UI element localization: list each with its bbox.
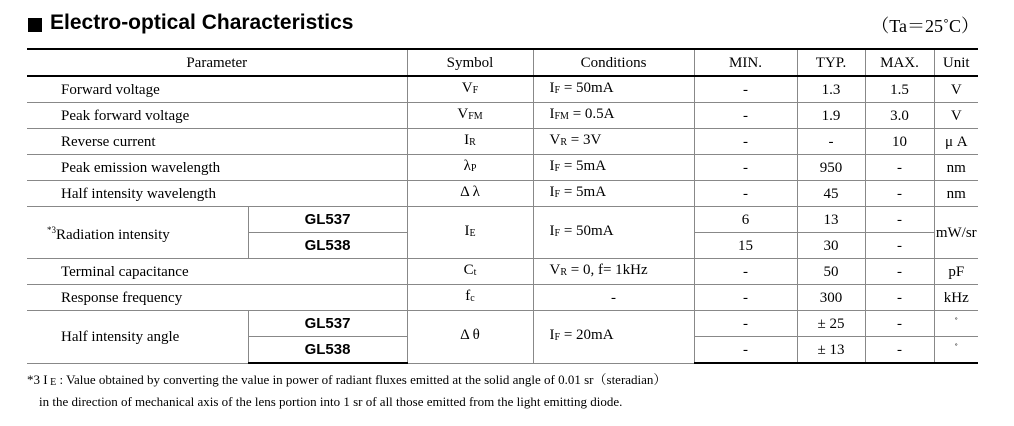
max-cell: - [865, 155, 934, 181]
typ-cell: 30 [797, 233, 865, 259]
header-conditions: Conditions [533, 49, 694, 76]
typ-cell: - [797, 129, 865, 155]
parameter-cell: Terminal capacitance [27, 259, 407, 285]
symbol-cell: $\lambda_P$ [407, 155, 533, 181]
symbol-cell: $V_{FM}$ [407, 103, 533, 129]
parameter-cell: Half intensity wavelength [27, 181, 407, 207]
symbol-cell: $I_R$ [407, 129, 533, 155]
typ-cell: 950 [797, 155, 865, 181]
typ-cell: 1.9 [797, 103, 865, 129]
footnote-line-1: *3 I $_E$ : Value obtained by converting the value in power of radiant fluxes emitted at the solid angle of 0.01 sr（steradian） [27, 372, 667, 388]
typ-cell: ± 13 [797, 337, 865, 364]
table-row [27, 103, 978, 129]
symbol-cell: $I_E$ [407, 207, 533, 259]
symbol-cell: $f_c$ [407, 285, 533, 311]
min-cell: 6 [694, 207, 797, 233]
section-header [28, 10, 983, 44]
typ-cell: 45 [797, 181, 865, 207]
condition-cell: $I_F = 5mA$ [533, 181, 694, 207]
max-cell: - [865, 337, 934, 364]
max-cell: - [865, 259, 934, 285]
unit-cell: pF [934, 259, 978, 285]
condition-cell: $I_F = 5mA$ [533, 155, 694, 181]
symbol-cell: Δ θ [407, 311, 533, 364]
unit-cell: V [934, 76, 978, 103]
max-cell: 3.0 [865, 103, 934, 129]
model-cell: GL538 [248, 233, 407, 259]
header-max: MAX. [865, 49, 934, 76]
typ-cell: 1.3 [797, 76, 865, 103]
min-cell: - [694, 337, 797, 364]
condition-cell: $V_R = 0$, f= 1kHz [533, 259, 694, 285]
unit-cell: kHz [934, 285, 978, 311]
table-row [27, 181, 978, 207]
max-cell: - [865, 207, 934, 233]
typ-cell: 13 [797, 207, 865, 233]
max-cell: - [865, 181, 934, 207]
header-min: MIN. [694, 49, 797, 76]
unit-cell: nm [934, 155, 978, 181]
parameter-cell: Half intensity angle [27, 311, 248, 364]
model-cell: GL537 [248, 207, 407, 233]
min-cell: - [694, 181, 797, 207]
parameter-cell: $^{*3}$Radiation intensity [27, 207, 248, 259]
section-title: Electro-optical Characteristics [50, 11, 354, 34]
max-cell: - [865, 285, 934, 311]
model-cell: GL537 [248, 311, 407, 337]
condition-cell: $I_F = 20mA$ [533, 311, 694, 364]
parameter-cell: Reverse current [27, 129, 407, 155]
symbol-cell: $C_t$ [407, 259, 533, 285]
table-row [27, 259, 978, 285]
table-header-row [27, 49, 978, 76]
header-parameter: Parameter [27, 49, 407, 76]
symbol-cell: $V_F$ [407, 76, 533, 103]
min-cell: - [694, 76, 797, 103]
table-row [27, 129, 978, 155]
min-cell: 15 [694, 233, 797, 259]
condition-cell: $I_F = 50mA$ [533, 76, 694, 103]
table-row [27, 285, 978, 311]
parameter-cell: Response frequency [27, 285, 407, 311]
min-cell: - [694, 103, 797, 129]
footnote [27, 370, 666, 411]
unit-cell: V [934, 103, 978, 129]
typ-cell: 50 [797, 259, 865, 285]
footnote-line-2: in the direction of mechanical axis of the lens portion into 1 sr of all those emitted from the light emitting diode. [39, 394, 623, 409]
min-cell: - [694, 155, 797, 181]
max-cell: 10 [865, 129, 934, 155]
ambient-temperature: （Ta＝25˚C） [871, 16, 979, 36]
parameter-cell: Forward voltage [27, 76, 407, 103]
min-cell: - [694, 311, 797, 337]
symbol-cell: Δ λ [407, 181, 533, 207]
header-symbol: Symbol [407, 49, 533, 76]
unit-cell: ˚ [934, 311, 978, 337]
parameter-cell: Peak emission wavelength [27, 155, 407, 181]
unit-cell: μ A [934, 129, 978, 155]
condition-cell: $I_F = 50mA$ [533, 207, 694, 259]
unit-cell: nm [934, 181, 978, 207]
header-unit: Unit [934, 49, 978, 76]
characteristics-table [27, 48, 978, 364]
unit-cell: mW/sr [934, 207, 978, 259]
condition-cell: - [533, 285, 694, 311]
max-cell: - [865, 233, 934, 259]
parameter-cell: Peak forward voltage [27, 103, 407, 129]
table-row [27, 155, 978, 181]
condition-cell: $V_R = 3V$ [533, 129, 694, 155]
min-cell: - [694, 129, 797, 155]
table-row [27, 207, 978, 233]
unit-cell: ˚ [934, 337, 978, 364]
max-cell: - [865, 311, 934, 337]
condition-cell: $I_{FM} = 0.5A$ [533, 103, 694, 129]
typ-cell: 300 [797, 285, 865, 311]
bullet-square-icon [28, 18, 42, 32]
header-typ: TYP. [797, 49, 865, 76]
min-cell: - [694, 259, 797, 285]
min-cell: - [694, 285, 797, 311]
table-row [27, 311, 978, 337]
footnote-mark: *3 [47, 225, 56, 235]
model-cell: GL538 [248, 337, 407, 364]
typ-cell: ± 25 [797, 311, 865, 337]
max-cell: 1.5 [865, 76, 934, 103]
table-row [27, 76, 978, 103]
